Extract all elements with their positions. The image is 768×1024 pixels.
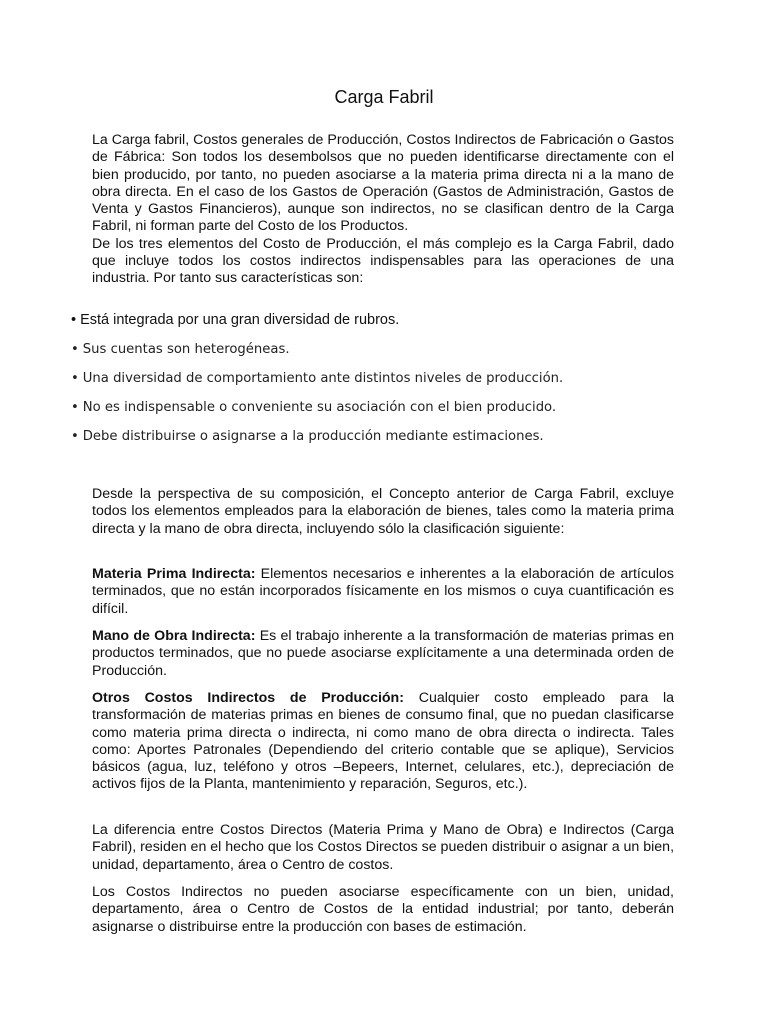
paragraph-text <box>92 566 674 618</box>
paragraph-text <box>92 628 674 680</box>
bullet-icon: • <box>71 371 79 386</box>
bullet-icon: • <box>71 400 79 415</box>
intro-paragraph: La Carga fabril, Costos generales de Producción, Costos Indirectos de Fabricación o Gastos de Fábrica: Son todos los desembolsos que no pueden identificarse directamente con el bien producido, por tanto, no pueden asociarse a la materia prima directa ni a la mano de obra directa. En el caso de los Gastos de Operación (Gastos de Administración, Gastos de Venta y Gastos Financieros), aunque son indirectos, no se clasifican dentro de la Carga Fabril, ni forman parte del Costo de los Productos. <box>92 132 674 235</box>
term-label: Materia Prima Indirecta: <box>92 566 256 582</box>
bullet-icon: • <box>71 342 79 357</box>
list-item-text: Sus cuentas son heterogéneas. <box>82 342 290 357</box>
paragraph-text: Desde la perspectiva de su composición, el Concepto anterior de Carga Fabril, excluye todos los elementos empleados para la elaboración de bienes, tales como la materia prima directa y la mano de obra directa, incluyendo sólo la clasificación siguiente: <box>92 486 674 537</box>
list-item-text: Debe distribuirse o asignarse a la producción mediante estimaciones. <box>82 429 544 444</box>
term-label: Otros Costos Indirectos de Producción: <box>92 690 404 706</box>
other-indirect-costs-paragraph <box>92 690 674 794</box>
paragraph-text <box>92 690 674 794</box>
bullet-icon: • <box>71 429 79 444</box>
list-item <box>71 312 399 328</box>
intro-paragraph-2: De los tres elementos del Costo de Producción, el más complejo es la Carga Fabril, dado que incluye todos los costos indirectos indispensables para las operaciones de una industria. Por tanto sus características son: <box>92 235 674 287</box>
page-title: Carga Fabril <box>334 87 434 107</box>
list-item <box>71 342 290 357</box>
paragraph-text: Los Costos Indirectos no pueden asociarse específicamente con un bien, unidad, departamento, área o Centro de Costos de la entidad industrial; por tanto, deberán asignarse o distribuirse entre la producción con bases de estimación. <box>92 884 674 935</box>
indirect-labor-paragraph <box>92 628 674 680</box>
list-item <box>71 429 544 444</box>
term-definition: Es el trabajo inherente a la transformación de materias primas en productos terminados, que no puede asociarse explícitamente a una determinada orden de Producción. <box>92 628 674 679</box>
term-label: Mano de Obra Indirecta: <box>92 628 256 644</box>
list-item <box>71 400 556 415</box>
difference-paragraph <box>92 822 674 874</box>
list-item-text: Está integrada por una gran diversidad de rubros. <box>80 312 400 328</box>
list-item-text: Una diversidad de comportamiento ante distintos niveles de producción. <box>82 371 564 386</box>
paragraph-text: La diferencia entre Costos Directos (Materia Prima y Mano de Obra) e Indirectos (Carga Fabril), residen en el hecho que los Costos Directos se pueden distribuir o asignar a un bien, unidad, departamento, área o Centro de costos. <box>92 822 675 873</box>
intro-section <box>92 132 674 288</box>
bullet-icon: • <box>71 312 77 328</box>
indirect-costs-paragraph <box>92 884 674 936</box>
indirect-materials-paragraph <box>92 566 674 618</box>
list-item-text: No es indispensable o conveniente su asociación con el bien producido. <box>82 400 557 415</box>
term-definition: Elementos necesarios e inherentes a la elaboración de artículos terminados, que no están incorporados físicamente en los mismos o cuya cuantificación es difícil. <box>92 566 674 617</box>
term-definition: Cualquier costo empleado para la transformación de materias primas en bienes de consumo final, que no puedan clasificarse como materia prima directa o indirecta, ni como mano de obra directa o indirecta. Tales como: Aportes Patronales (Dependiendo del criterio contable que se aplique), Servicios básicos (agua, luz, teléfono y otros –Bepeers, Internet, celulares, etc.), depreciación de activos fijos de la Planta, mantenimiento y reparación, Seguros, etc.). <box>92 690 674 793</box>
perspective-paragraph <box>92 486 674 538</box>
list-item <box>71 371 563 386</box>
